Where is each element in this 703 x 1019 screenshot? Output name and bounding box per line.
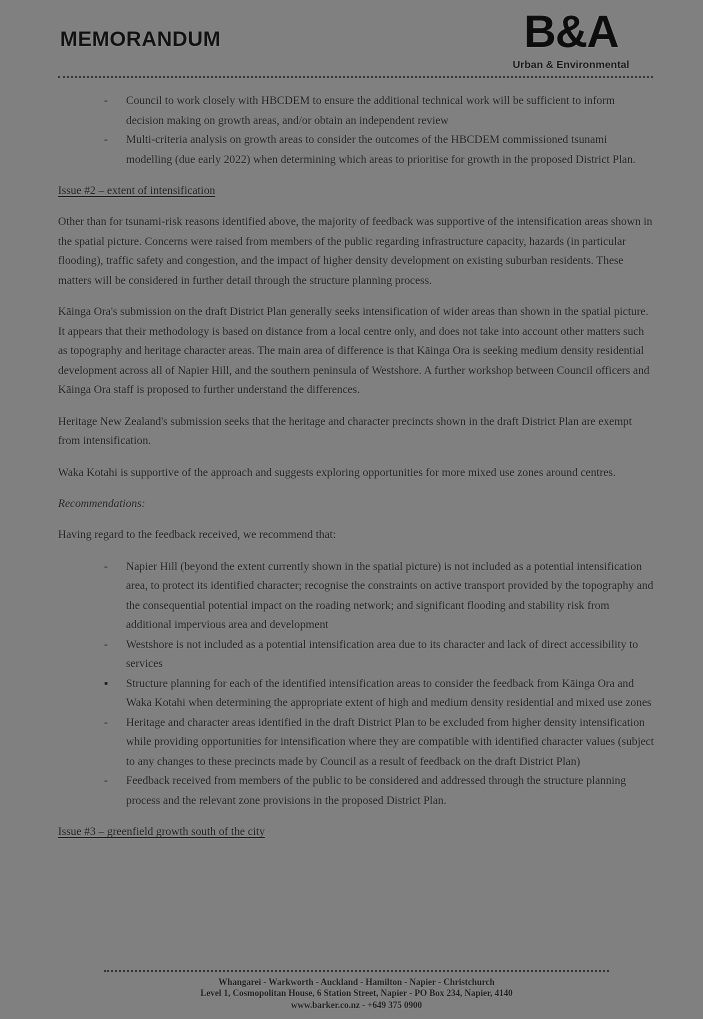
header-divider [58, 76, 653, 80]
bullet-marker: - [104, 638, 108, 651]
issue-3-heading-text: Issue #3 – greenfield growth south of the city [58, 826, 265, 838]
issue-3-heading [58, 823, 655, 842]
paragraph-intensification-feedback: Other than for tsunami-risk reasons identified above, the majority of feedback was supportive of the intensification areas shown in the spatial picture. Concerns were raised from members of the public regarding infrastructure capacity, hazards (in particular flooding), traffic safety and congestion, and the impact of higher density development on existing suburban residents. These matters will be considered in further detail through the structure planning process. [58, 216, 653, 287]
logo-tagline: Urban & Environmental [512, 59, 630, 71]
bullet-marker: - [104, 95, 108, 107]
list-item [104, 675, 655, 714]
footer-address: Level 1, Cosmopolitan House, 6 Station Street, Napier - PO Box 234, Napier, 4140 [200, 988, 513, 998]
list-item-text: Heritage and character areas identified in the draft District Plan to be excluded from higher density intensification while providing opportunities for intensification where they are compatible with identified character values (subject to any changes to these precincts made by Council as a result of feedback on the draft District Plan) [126, 716, 654, 768]
list-item-text: Multi-criteria analysis on growth areas to consider the outcomes of the HBCDEM commissioned tsunami modelling (due early 2022) when determining which areas to prioritise for growth in the proposed District Plan. [126, 134, 636, 166]
bullet-marker: - [104, 716, 108, 729]
list-item-text: Napier Hill (beyond the extent currently shown in the spatial picture) is not included as a potential intensification area, to protect its identified character; recognise the constraints on active transport provided by the topography and the consequential potential impact on the roading network; and significant flooding and stability risk from additional impervious area and development [126, 560, 654, 631]
list-item-text: Westshore is not included as a potential intensification area due to its character and lack of direct accessibility to services [126, 638, 639, 670]
bullet-marker: - [104, 560, 108, 573]
issue-2-heading [58, 182, 655, 201]
document-body [58, 92, 655, 854]
recommendation-bullet-list [58, 558, 655, 812]
company-logo [491, 8, 651, 72]
list-item [104, 714, 655, 773]
bullet-marker: - [104, 134, 108, 146]
page-footer [104, 970, 609, 1012]
paragraph-heritage-nz: Heritage New Zealand's submission seeks that the heritage and character precincts shown in the draft District Plan are exempt from intensification. [58, 415, 632, 447]
list-item-text: Structure planning for each of the identified intensification areas to consider the feedback from Kāinga Ora and Waka Kotahi when determining the appropriate extent of high and medium density residential and mixed use zones [126, 677, 652, 709]
paragraph-kainga-ora: Kāinga Ora's submission on the draft District Plan generally seeks intensification of wider areas than shown in the spatial picture. It appears that their methodology is based on distance from a local centre only, and does not take into account other matters such as topography and heritage character areas. The main area of difference is that Kāinga Ora is seeking medium density residential development across all of Napier Hill, and the southern peninsula of Westshore. A further workshop between Council officers and Kāinga Ora staff is proposed to further understand the differences. [58, 306, 650, 396]
list-item-text: Council to work closely with HBCDEM to ensure the additional technical work will be sufficient to inform decision making on growth areas, and/or obtain an independent review [126, 95, 615, 127]
list-item-text: Feedback received from members of the public to be considered and addressed through the structure planning process and the relevant zone provisions in the proposed District Plan. [126, 775, 627, 807]
paragraph-waka-kotahi: Waka Kotahi is supportive of the approach and suggests exploring opportunities for more mixed use zones around centres. [58, 466, 616, 479]
top-bullet-list [58, 92, 655, 170]
bullet-marker: - [104, 775, 108, 787]
bullet-marker: ▪ [104, 677, 109, 690]
list-item [104, 772, 655, 811]
list-item [104, 131, 655, 170]
footer-contact: www.barker.co.nz - +649 375 0900 [290, 999, 423, 1010]
page-title: MEMORANDUM [60, 28, 221, 51]
page-header [0, 0, 703, 80]
list-item [104, 558, 655, 636]
footer-offices: Whangarei - Warkworth - Auckland - Hamilton - Napier - Christchurch [218, 976, 495, 987]
recommendations-intro: Having regard to the feedback received, we recommend that: [58, 529, 336, 541]
recommendations-label: Recommendations: [58, 498, 146, 510]
list-item [104, 92, 655, 131]
logo-wordmark: B&A [523, 6, 619, 57]
list-item [104, 636, 655, 675]
footer-divider [104, 970, 609, 972]
issue-2-heading-text: Issue #2 – extent of intensification [58, 185, 216, 197]
